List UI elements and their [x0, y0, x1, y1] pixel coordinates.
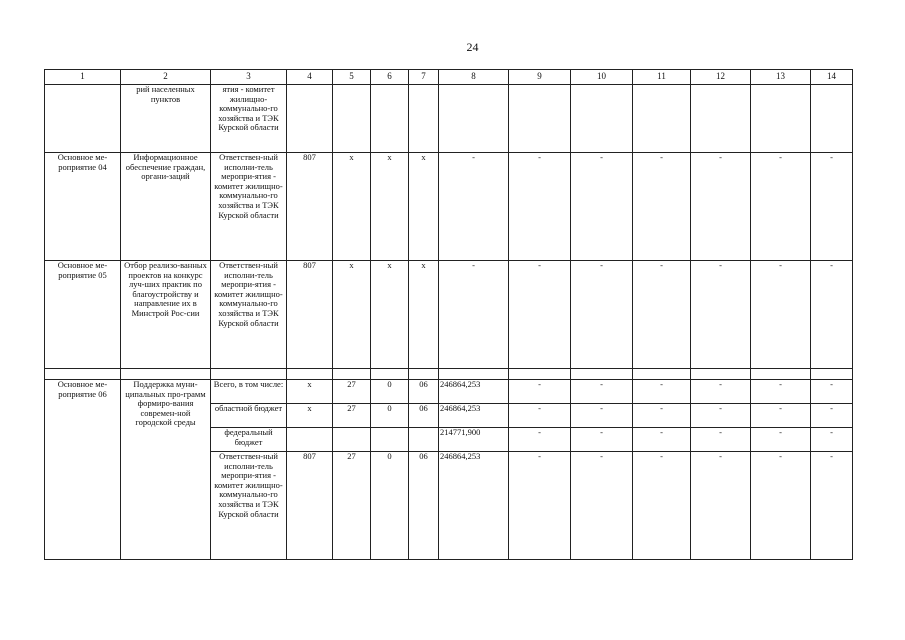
- cell: [633, 85, 691, 153]
- cell: -: [509, 428, 571, 452]
- cell: -: [751, 428, 811, 452]
- amount-cell: 214771,900: [439, 428, 509, 452]
- amount-cell: 246864,253: [439, 404, 509, 428]
- amount-cell: 246864,253: [439, 380, 509, 404]
- measure-name-cell: Информационное обеспечение граждан, органи-заций: [121, 153, 211, 261]
- cell: [811, 85, 853, 153]
- cell: -: [751, 261, 811, 369]
- cell: -: [691, 380, 751, 404]
- cell: -: [691, 452, 751, 560]
- amount-cell: -: [439, 153, 509, 261]
- cell: [409, 85, 439, 153]
- cell: -: [571, 404, 633, 428]
- cell: -: [633, 153, 691, 261]
- table-row-measure-05: [45, 261, 853, 369]
- cell: -: [751, 404, 811, 428]
- cell: -: [691, 153, 751, 261]
- cell: [287, 85, 333, 153]
- cell: [409, 428, 439, 452]
- cell: [571, 85, 633, 153]
- measure-id-cell: Основное ме-роприятие 06: [45, 380, 121, 560]
- cell: [439, 85, 509, 153]
- table-row-measure-06-total: [45, 380, 853, 404]
- column-header: 7: [409, 70, 439, 85]
- header-row: [45, 70, 853, 85]
- measure-name-cell: рий населенных пунктов: [121, 85, 211, 153]
- executor-cell: областной бюджет: [211, 404, 287, 428]
- cell: -: [691, 261, 751, 369]
- column-header: 12: [691, 70, 751, 85]
- column-header: 5: [333, 70, 371, 85]
- executor-cell: Ответствен-ный исполни-тель меропри-ятия - комитет жилищно-коммунально-го хозяйства и ТЭК Курской области: [211, 452, 287, 560]
- column-header: 14: [811, 70, 853, 85]
- column-header: 4: [287, 70, 333, 85]
- column-header: 6: [371, 70, 409, 85]
- cell: -: [509, 452, 571, 560]
- cell: х: [409, 261, 439, 369]
- cell: -: [751, 452, 811, 560]
- column-header: 1: [45, 70, 121, 85]
- cell: [333, 85, 371, 153]
- cell: -: [571, 452, 633, 560]
- cell: [45, 85, 121, 153]
- cell: [371, 85, 409, 153]
- cell: -: [509, 261, 571, 369]
- cell: 0: [371, 452, 409, 560]
- measure-name-cell: Отбор реализо-ванных проектов на конкурс луч-ших практик по благоустройству и направление их в Минстрой Рос-сии: [121, 261, 211, 369]
- cell: -: [811, 380, 853, 404]
- grbs-cell: 807: [287, 452, 333, 560]
- cell: -: [571, 153, 633, 261]
- cell: -: [751, 153, 811, 261]
- column-header: 8: [439, 70, 509, 85]
- cell: 27: [333, 452, 371, 560]
- cell: х: [371, 261, 409, 369]
- table-row-measure-04: [45, 153, 853, 261]
- cell: -: [633, 261, 691, 369]
- grbs-cell: х: [287, 380, 333, 404]
- executor-cell: Ответствен-ный исполни-тель меропри-ятия - комитет жилищно-коммунально-го хозяйства и ТЭК Курской области: [211, 153, 287, 261]
- cell: х: [333, 261, 371, 369]
- cell: -: [509, 404, 571, 428]
- table-row-continuation: [45, 85, 853, 153]
- measure-id-cell: Основное ме-роприятие 04: [45, 153, 121, 261]
- cell: х: [333, 153, 371, 261]
- cell: -: [509, 380, 571, 404]
- column-header: 3: [211, 70, 287, 85]
- cell: -: [691, 404, 751, 428]
- cell: [333, 428, 371, 452]
- column-header: 9: [509, 70, 571, 85]
- column-header: 11: [633, 70, 691, 85]
- cell: х: [409, 153, 439, 261]
- cell: -: [571, 428, 633, 452]
- cell: [691, 85, 751, 153]
- executor-cell: федеральный бюджет: [211, 428, 287, 452]
- cell: -: [811, 428, 853, 452]
- grbs-cell: [287, 428, 333, 452]
- cell: 27: [333, 380, 371, 404]
- cell: [751, 85, 811, 153]
- column-header: 13: [751, 70, 811, 85]
- cell: -: [633, 404, 691, 428]
- amount-cell: -: [439, 261, 509, 369]
- grbs-cell: 807: [287, 153, 333, 261]
- page-number: 24: [466, 40, 479, 54]
- grbs-cell: х: [287, 404, 333, 428]
- cell: -: [571, 261, 633, 369]
- amount-cell: 246864,253: [439, 452, 509, 560]
- cell: х: [371, 153, 409, 261]
- cell: -: [811, 153, 853, 261]
- cell: -: [571, 380, 633, 404]
- budget-table: [44, 69, 853, 560]
- grbs-cell: 807: [287, 261, 333, 369]
- cell: -: [633, 380, 691, 404]
- column-header: 10: [571, 70, 633, 85]
- cell: -: [633, 428, 691, 452]
- cell: -: [633, 452, 691, 560]
- cell: [371, 428, 409, 452]
- cell: 0: [371, 380, 409, 404]
- cell: 06: [409, 404, 439, 428]
- cell: -: [811, 261, 853, 369]
- executor-cell: Ответствен-ный исполни-тель меропри-ятия - комитет жилищно-коммунально-го хозяйства и ТЭК Курской области: [211, 261, 287, 369]
- cell: -: [691, 428, 751, 452]
- cell: 0: [371, 404, 409, 428]
- executor-cell: Всего, в том числе:: [211, 380, 287, 404]
- cell: 06: [409, 380, 439, 404]
- measure-id-cell: Основное ме-роприятие 05: [45, 261, 121, 369]
- cell: 27: [333, 404, 371, 428]
- executor-cell: ятия - комитет жилищно-коммунально-го хозяйства и ТЭК Курской области: [211, 85, 287, 153]
- measure-name-cell: Поддержка муни-ципальных про-грамм формиро-вания современ-ной городской среды: [121, 380, 211, 560]
- cell: 06: [409, 452, 439, 560]
- cell: [509, 85, 571, 153]
- cell: -: [811, 404, 853, 428]
- cell: -: [751, 380, 811, 404]
- column-header: 2: [121, 70, 211, 85]
- table-row-spacer: [45, 369, 853, 380]
- cell: -: [509, 153, 571, 261]
- cell: -: [811, 452, 853, 560]
